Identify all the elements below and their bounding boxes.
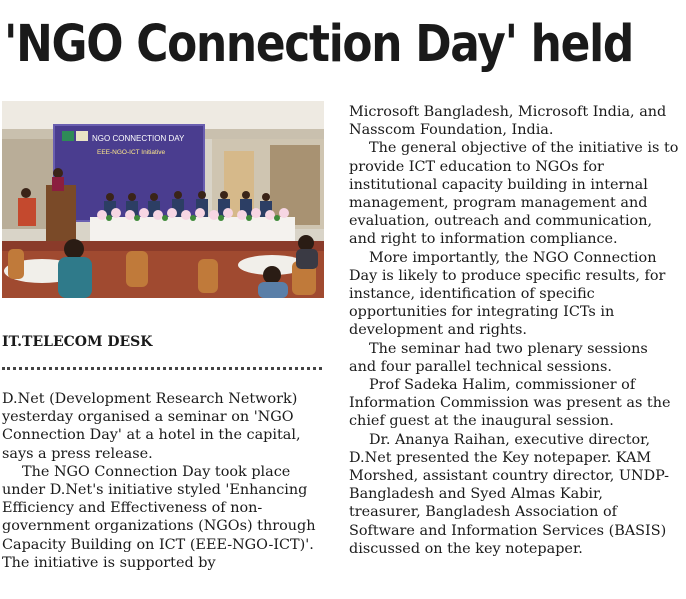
banner-subtitle: EEE-NGO-ICT Initiative xyxy=(97,149,166,156)
paragraph: Dr. Ananya Raihan, executive director, D.Net presented the Key notepaper. KAM Morshed, assistant country director, UNDP-Bangladesh and Syed Almas Kabir, treasurer, Bangladesh Association of Software and Information Services (BASIS) discussed on the key notepaper. xyxy=(349,431,669,557)
paragraph: The seminar had two plenary sessions and four parallel technical sessions. xyxy=(349,340,648,375)
paragraph: The general objective of the initiative is to provide ICT education to NGOs for institutional capacity building in internal management, program management and evaluation, outreach and communication, and right to information compliance. xyxy=(349,140,679,248)
paragraph: D.Net (Development Research Network) yesterday organised a seminar on 'NGO Connection Day' at a hotel in the capital, says a press release. xyxy=(2,391,301,462)
paragraph: Microsoft Bangladesh, Microsoft India, and Nasscom Foundation, India. xyxy=(349,104,667,139)
seminar-photo-illustration xyxy=(2,101,324,298)
article-column-1 xyxy=(2,390,328,572)
dotted-divider xyxy=(2,367,322,370)
byline: IT.TELECOM DESK xyxy=(2,334,153,350)
headline: 'NGO Connection Day' held xyxy=(4,15,633,74)
news-photo xyxy=(2,101,324,298)
paragraph: Prof Sadeka Halim, commissioner of Information Commission was present as the chief guest at the inaugural session. xyxy=(349,377,671,430)
article-column-2 xyxy=(349,103,679,558)
paragraph: More importantly, the NGO Connection Day is likely to produce specific results, for instance, identification of specific opportunities for integrating ICTs in development and rights. xyxy=(349,249,666,339)
banner-title: NGO CONNECTION DAY xyxy=(92,134,185,143)
paragraph: The NGO Connection Day took place under D.Net's initiative styled 'Enhancing Efficiency and Effectiveness of non-government organizations (NGOs) through Capacity Building on ICT (EEE-NGO-ICT)'. The initiative is supported by xyxy=(2,463,316,571)
